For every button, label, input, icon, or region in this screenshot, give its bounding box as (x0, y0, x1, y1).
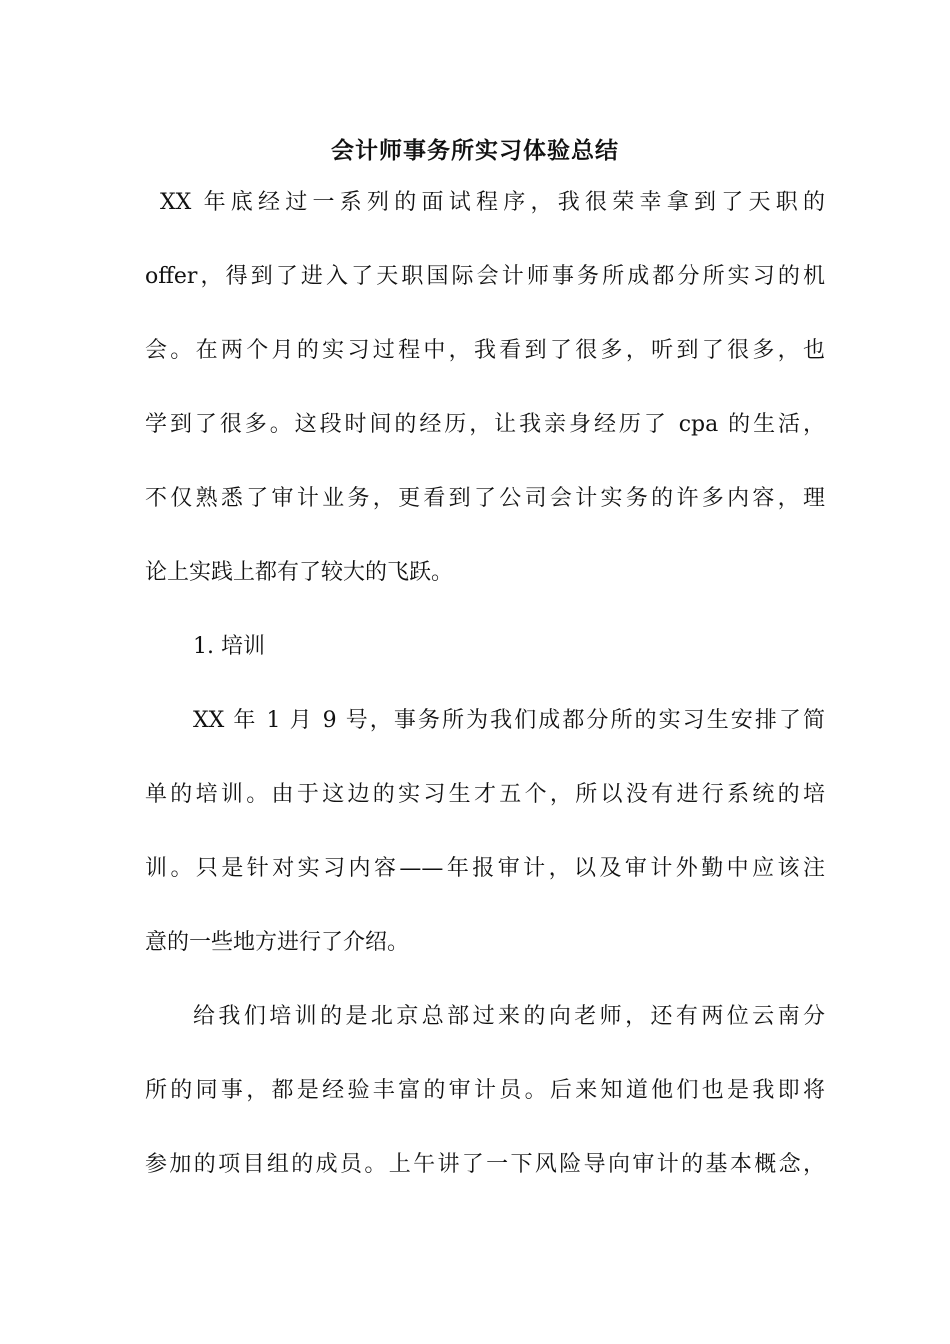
paragraph-line: 单的培训。由于这边的实习生才五个，所以没有进行系统的培 (145, 782, 825, 807)
paragraph-line: 学到了很多。这段时间的经历，让我亲身经历了 cpa 的生活， (145, 412, 825, 437)
paragraph-line: 给我们培训的是北京总部过来的向老师，还有两位云南分 (193, 1004, 825, 1029)
document-title: 会计师事务所实习体验总结 (331, 137, 619, 164)
paragraph-line: XX 年 1 月 9 号，事务所为我们成都分所的实习生安排了简 (193, 708, 825, 733)
paragraph-line: offer，得到了进入了天职国际会计师事务所成都分所实习的机 (145, 264, 825, 289)
paragraph-line: 不仅熟悉了审计业务，更看到了公司会计实务的许多内容，理 (145, 486, 825, 511)
section-heading: 1. 培训 (193, 634, 265, 659)
paragraph-line: 会。在两个月的实习过程中，我看到了很多，听到了很多，也 (145, 338, 825, 363)
paragraph-line: 参加的项目组的成员。上午讲了一下风险导向审计的基本概念， (145, 1152, 825, 1177)
paragraph-line: 训。只是针对实习内容——年报审计，以及审计外勤中应该注 (145, 856, 825, 881)
paragraph-line: 意的一些地方进行了介绍。 (145, 930, 410, 955)
paragraph-line: 所的同事，都是经验丰富的审计员。后来知道他们也是我即将 (145, 1078, 825, 1103)
paragraph-line: 论上实践上都有了较大的飞跃。 (145, 560, 454, 585)
paragraph-line: XX 年底经过一系列的面试程序，我很荣幸拿到了天职的 (160, 190, 825, 215)
